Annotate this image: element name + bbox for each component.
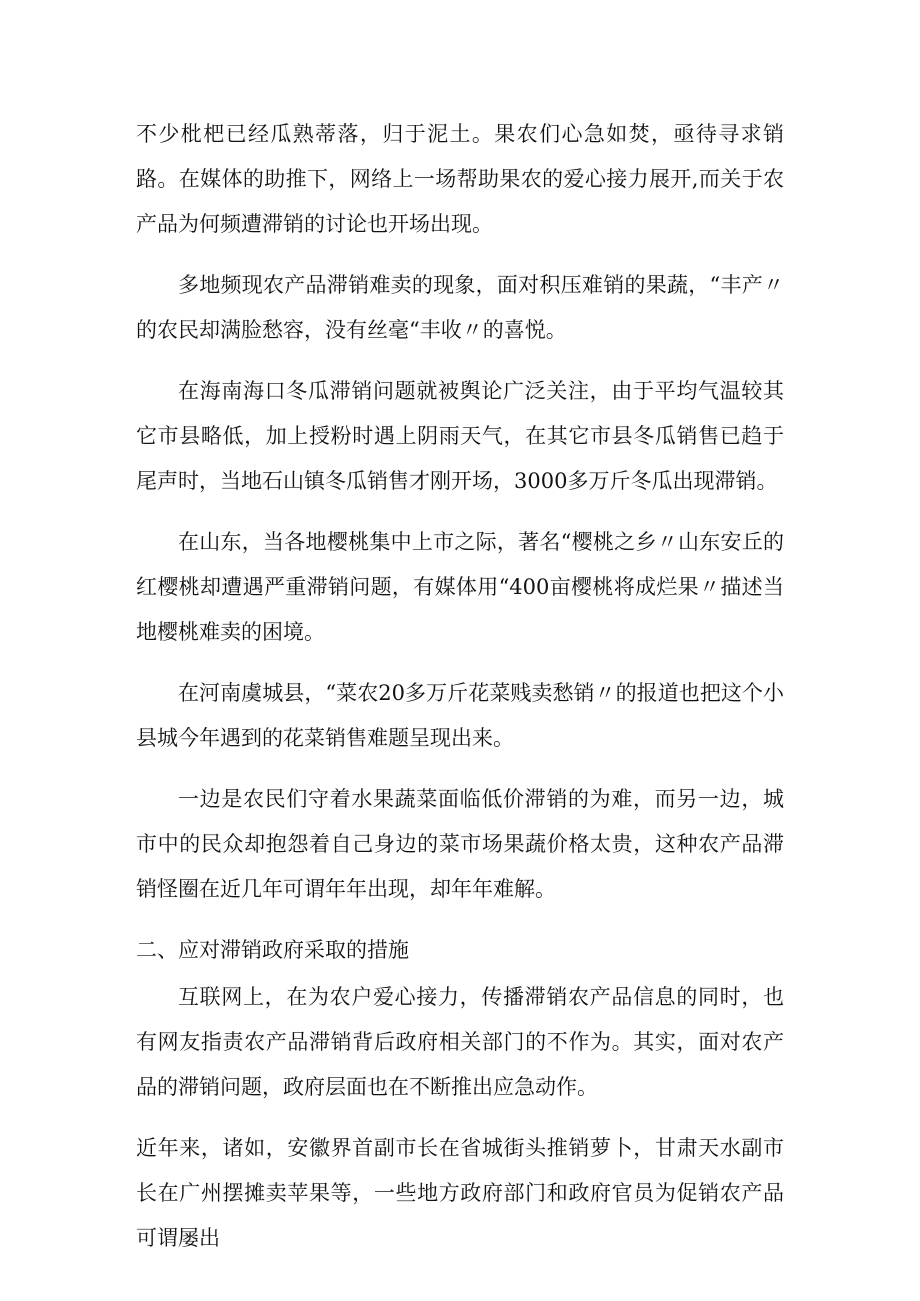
paragraph-shandong-cherry: 在山东，当各地樱桃集中上市之际，著名“樱桃之乡〃山东安丘的红樱桃却遭遇严重滞销问题，有媒体用“400亩樱桃将成烂果〃描述当地樱桃难卖的困境。 [136,530,784,644]
paragraph-overproduction: 多地频现农产品滞销难卖的现象，面对积压难销的果蔬，“丰产〃的农民却满脸愁容，没有丝毫“丰收〃的喜悦。 [136,273,784,342]
paragraph-government-response: 互联网上，在为农户爱心接力，传播滞销农产品信息的同时，也有网友指责农产品滞销背后政府相关部门的不作为。其实，面对农产品的滞销问题，政府层面也在不断推出应急动作。 [136,985,784,1099]
paragraph-hainan-melon: 在海南海口冬瓜滞销问题就被舆论广泛关注，由于平均气温较其它市县略低，加上授粉时遇上阴雨天气，在其它市县冬瓜销售已趋于尾声时，当地石山镇冬瓜销售才刚开场，3000多万斤冬瓜出现滞销。 [136,379,784,493]
paragraph-price-paradox: 一边是农民们守着水果蔬菜面临低价滞销的为难，而另一边，城市中的民众却抱怨着自己身边的菜市场果蔬价格太贵，这种农产品滞销怪圈在近几年可谓年年出现，却年年难解。 [136,787,784,901]
paragraph-official-promotion: 近年来，诸如，安徽界首副市长在省城街头推销萝卜，甘肃天水副市长在广州摆摊卖苹果等，一些地方政府部门和政府官员为促销农产品可谓屡出 [136,1136,784,1250]
document-body [136,112,784,1277]
paragraph-henan-cauliflower: 在河南虞城县，“菜农20多万斤花菜贱卖愁销〃的报道也把这个小县城今年遇到的花菜销售难题呈现出来。 [136,681,784,750]
section-heading: 二、应对滞销政府采取的措施 [136,938,409,962]
paragraph-loquat: 不少枇杷已经瓜熟蒂落，归于泥土。果农们心急如焚，亟待寻求销路。在媒体的助推下，网络上一场帮助果农的爱心接力展开,而关于农产品为何频遭滞销的讨论也开场出现。 [136,122,784,236]
